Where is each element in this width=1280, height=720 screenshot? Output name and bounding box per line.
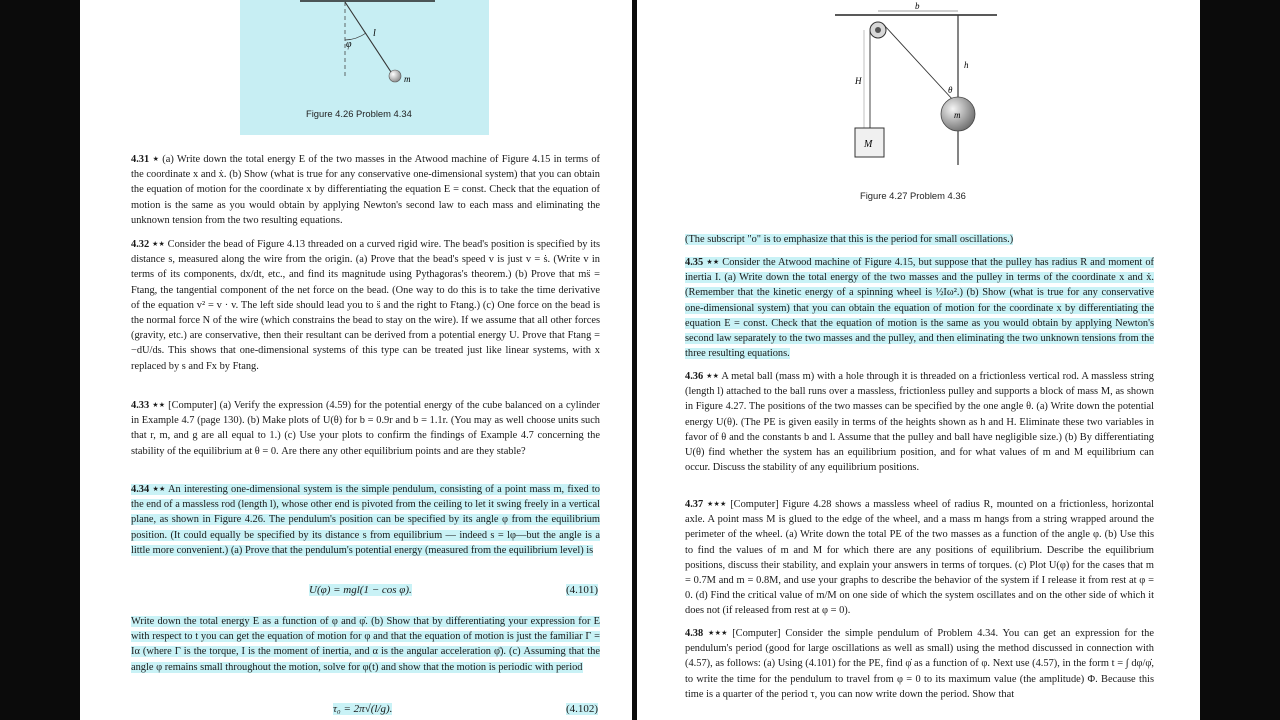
atwood-ball-diagram — [827, 0, 1187, 170]
problem-number: 4.34 ⋆⋆ — [131, 484, 166, 495]
b-label: b — [915, 1, 920, 11]
mass-label: m — [404, 74, 411, 84]
problem-text: (a) Write down the total energy E of the two masses in the Atwood machine of Figure 4.15 in terms of the coordinate x and ẋ. (b) Show (what is true for any conservative one-dimensional system) that you can obtain the equation of motion for the coordinate x by differentiating the equation E = const. Check that the equation of motion is the same as you would obtain by applying Newton's second law to each mass and eliminating the unknown tension from the two resulting equations. — [131, 154, 600, 226]
problem-text: Write down the total energy E as a function of φ and φ̇. (b) Show that by differentiating your expression for E with respect to t you can get the equation of motion for φ and that the equation of motion is just the familiar Γ = Iα (where Γ is the torque, I is the moment of inertia, and α is the angular acceleration φ̈). (c) Assuming that the angle φ remains small throughout the motion, solve for φ(t) and show that the motion is periodic with period — [131, 616, 600, 673]
theta-label: θ — [948, 85, 953, 95]
h-label: h — [964, 60, 969, 70]
figure-4-26-caption: Figure 4.26 Problem 4.34 — [306, 108, 412, 119]
H-label: H — [855, 76, 862, 86]
phi-label: φ — [346, 39, 352, 50]
problem-text: An interesting one-dimensional system is the simple pendulum, consisting of a point mass m, fixed to the end of a massless rod (length l), whose other end is pivoted from the ceiling to let it swing freely in a vertical plane, as shown in Figure 4.26. The pendulum's position can be specified by its angle φ from the equilibrium position. (It could equally be specified by its distance s from equilibrium — indeed s = lφ—but the angle is a little more convenient.) (a) Prove that the pendulum's potential energy (measured from the equilibrium level) is — [131, 484, 600, 556]
problem-number: 4.35 ⋆⋆ — [685, 257, 720, 268]
problem-text: Consider the Atwood machine of Figure 4.15, but suppose that the pulley has radius R and moment of inertia I. (a) Write down the total energy of the two masses and the pulley in terms of the coordinate x and ẋ. (Remember that the kinetic energy of a spinning wheel is ½Iω².) (b) Show (what is true for any conservative one-dimensional system) that you can obtain the equation of motion for the coordinate x by differentiating the equation E = const. Check that the equation of motion is the same as you would obtain by applying Newton's second law separately to the two masses and the pulley, and then eliminating the two unknown tensions from the three resulting equations. — [685, 257, 1154, 360]
equation-number-4-101: (4.101) — [566, 584, 599, 596]
block-mass-label: M — [864, 139, 873, 150]
problem-4-35 — [685, 255, 1154, 361]
equation-4-102 — [333, 703, 392, 715]
problem-number: 4.33 ⋆⋆ — [131, 400, 166, 411]
figure-4-27 — [827, 0, 1187, 170]
left-page — [80, 0, 632, 720]
problem-4-34 — [131, 482, 600, 558]
length-label: l — [373, 28, 376, 39]
problem-number: 4.38 ⋆⋆⋆ — [685, 628, 728, 639]
problem-4-36 — [685, 369, 1154, 475]
problem-4-38 — [685, 626, 1154, 702]
problem-4-37 — [685, 497, 1154, 619]
problem-4-34-continued — [131, 614, 600, 675]
figure-4-27-caption: Figure 4.27 Problem 4.36 — [860, 190, 966, 201]
problem-text: [Computer] Consider the simple pendulum of Problem 4.34. You can get an expression for the pendulum's period (good for large oscillations as well as small) using the method discussed in connection with (4.57), as follows: (a) Using (4.101) for the PE, find φ̇ as a function of φ. Next use (4.57), in the form t = ∫ dφ/φ̇, to write the time for the pendulum to travel from φ = 0 to its maximum value (the amplitude) Φ. Because this time is a quarter of the period τ, you can now write down the period. Show that — [685, 628, 1154, 700]
ball-mass-label: m — [954, 110, 961, 120]
problem-4-33 — [131, 398, 600, 459]
equation-4-101 — [309, 584, 412, 596]
pendulum-bob — [389, 70, 401, 82]
equation-expr: τ₀ = 2π√(l/g). — [333, 703, 393, 715]
problem-4-32 — [131, 237, 600, 374]
problem-text: Consider the bead of Figure 4.13 threaded on a curved rigid wire. The bead's position is specified by its distance s, measured along the wire from the origin. (a) Prove that the bead's speed v is just v = ṡ. (Write v in terms of its components, dx/dt, etc., and find its magnitude using Pythagoras's theorem.) (b) Prove that ms̈ = Ftang, the tangential component of the net force on the bead. (One way to do this is to take the time derivative of the equation v² = v · v. The left side should lead you to s̈ and the right to Ftang.) (c) One force on the bead is the normal force N of the wire (which constrains the bead to stay on the wire). If we assume that all other forces (gravity, etc.) are conservative, then their resultant can be derived from a potential energy U. Prove that Ftang = −dU/ds. This shows that one-dimensional systems of this type can be treated just like linear systems, with x replaced by s and Fx by Ftang. — [131, 239, 601, 372]
problem-number: 4.31 ⋆ — [131, 154, 159, 165]
right-page — [637, 0, 1200, 720]
problem-number: 4.36 ⋆⋆ — [685, 371, 720, 382]
problem-text: [Computer] Figure 4.28 shows a massless wheel of radius R, mounted on a frictionless, horizontal axle. A point mass M is glued to the edge of the wheel, and a mass m hangs from a string wrapped around the perimeter of the wheel. (a) Write down the total PE of the two masses as a function of the angle φ. (b) Use this to find the values of m and M for which there are any positions of equilibrium. Describe the equilibrium positions, discuss their stability, and explain your answers in terms of torques. (c) Plot U(φ) for the cases that m = 0.7M and m = 0.8M, and use your graphs to describe the behavior of the system if I release it from rest at φ = 0. (d) Find the critical value of m/M on one side of which the system oscillates and on the other side of which it does not (if released from rest at φ = 0). — [685, 499, 1155, 617]
equation-expr: U(φ) = mgl(1 − cos φ). — [309, 584, 412, 596]
problem-text: [Computer] (a) Verify the expression (4.59) for the potential energy of the cube balanced on a cylinder in Example 4.7 (page 130). (b) Make plots of U(θ) for b = 0.9r and b = 1.1r. (You may as well choose units such that r, m, and g are all equal to 1.) (c) Use your plots to confirm the findings of Example 4.7 concerning the stability of the equilibrium at θ = 0. Are there any other equilibrium points and are they stable? — [131, 400, 600, 457]
problem-number: 4.37 ⋆⋆⋆ — [685, 499, 727, 510]
note-text: (The subscript "o" is to emphasize that this is the period for small oscillations.) — [685, 234, 1014, 245]
problem-number: 4.32 ⋆⋆ — [131, 239, 165, 250]
equation-number-4-102: (4.102) — [566, 703, 599, 715]
period-subscript-note — [685, 232, 1154, 247]
problem-text: A metal ball (mass m) with a hole through it is threaded on a frictionless vertical rod. A massless string (length l) attached to the ball runs over a massless, frictionless pulley and supports a block of mass M, as shown in Figure 4.27. The positions of the two masses can be specified by the one angle θ. (a) Write down the potential energy U(θ). (The PE is given easily in terms of the heights shown as h and H. Eliminate these two variables in favor of θ and the constants b and l. Assume that the pulley and ball have negligible size.) (b) By differentiating U(θ) find whether the system has an equilibrium position, and for what values of m and M equilibrium can occur. Discuss the stability of any equilibrium positions. — [685, 371, 1155, 474]
problem-4-31 — [131, 152, 600, 228]
